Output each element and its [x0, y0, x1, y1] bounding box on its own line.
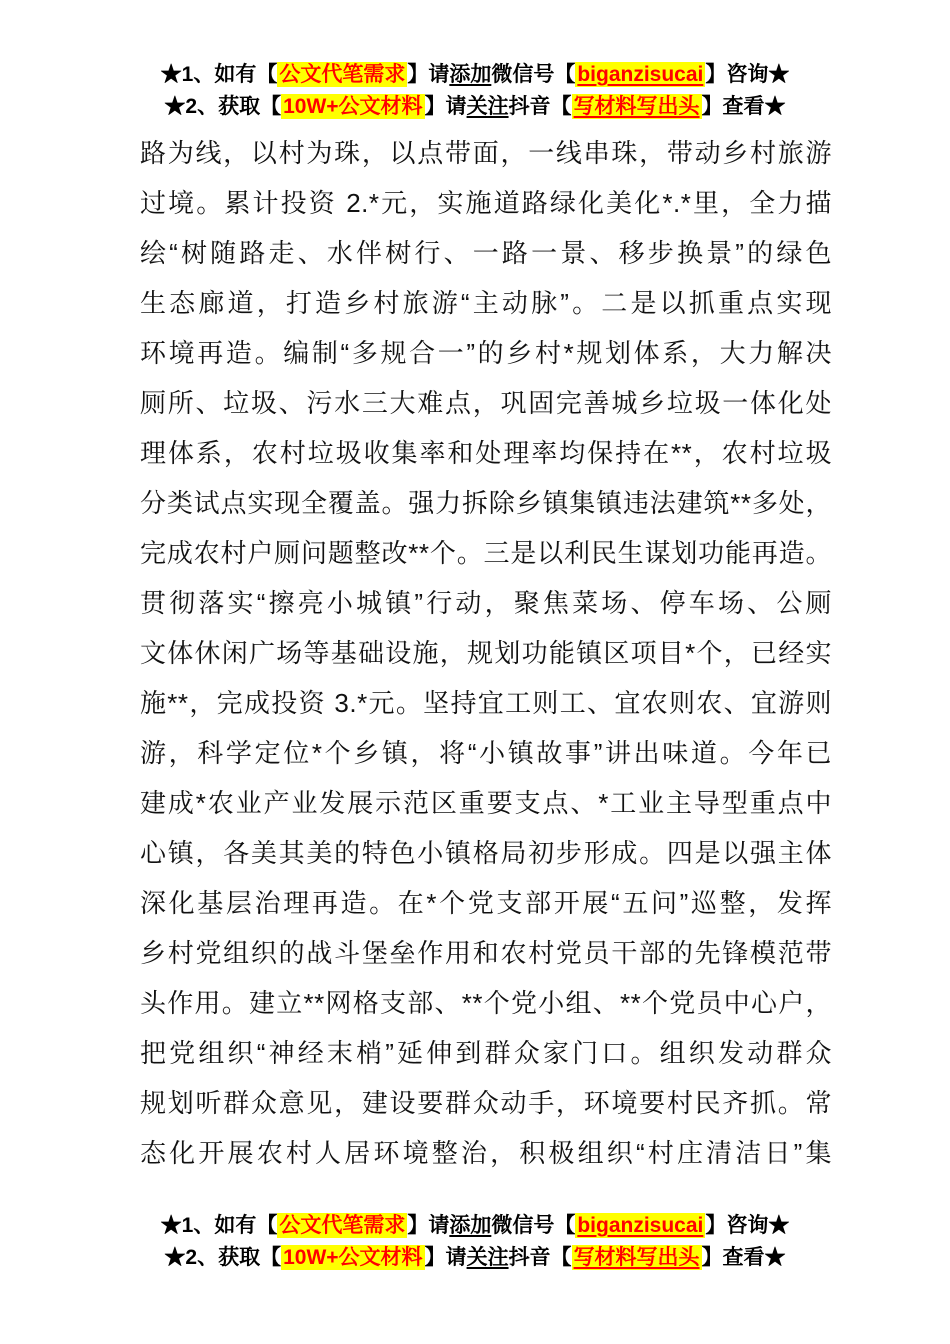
body-text-line: 深化基层治理再造。在*个党支部开展“五问”巡整，发挥	[140, 888, 832, 918]
banner-text: ★1、如有【	[160, 1214, 278, 1237]
banner-text: ★2、获取【	[164, 1246, 282, 1269]
banner-text: 】咨询★	[705, 1214, 790, 1237]
body-text-line: 头作用。建立**网格支部、**个党小组、**个党员中心户，	[140, 988, 832, 1018]
banner-text: 】请	[407, 63, 450, 86]
banner-text: 抖音【	[508, 95, 572, 118]
highlighted-wechat-id: biganzisucai	[577, 63, 704, 86]
body-text-line: 路为线，以村为珠，以点带面，一线串珠，带动乡村旅游	[140, 138, 832, 168]
body-text-line: 把党组织“神经末梢”延伸到群众家门口。组织发动群众	[140, 1038, 832, 1068]
underlined-action-follow: 关注	[466, 95, 509, 118]
banner-text: ★1、如有【	[160, 63, 278, 86]
underlined-action-follow: 关注	[466, 1246, 509, 1269]
banner-text: 】请	[407, 1214, 450, 1237]
highlighted-keyword-materials: 10W+公文材料	[283, 1246, 423, 1269]
footer-banner	[0, 1210, 950, 1274]
body-text-line: 绘“树随路走、水伴树行、一路一景、移步换景”的绿色	[140, 238, 832, 268]
underlined-action-add: 添加	[449, 1214, 492, 1237]
body-text-line: 规划听群众意见，建设要群众动手，环境要村民齐抓。常	[140, 1088, 832, 1118]
banner-text: 】咨询★	[705, 63, 790, 86]
highlighted-douyin-id: 写材料写出头	[573, 1246, 700, 1269]
body-text-line: 游，科学定位*个乡镇，将“小镇故事”讲出味道。今年已	[140, 738, 832, 768]
banner-line-1	[0, 59, 950, 91]
underlined-action-add: 添加	[449, 63, 492, 86]
highlighted-keyword-writing-service: 公文代笔需求	[279, 1214, 406, 1237]
body-text-line: 厕所、垃圾、污水三大难点，巩固完善城乡垃圾一体化处	[140, 388, 832, 418]
body-text-line: 完成农村户厕问题整改**个。三是以利民生谋划功能再造。	[140, 538, 832, 568]
body-text-line: 文体休闲广场等基础设施，规划功能镇区项目*个，已经实	[140, 638, 832, 668]
body-text-line: 生态廊道，打造乡村旅游“主动脉”。二是以抓重点实现	[140, 288, 832, 318]
banner-text: 微信号【	[491, 1214, 576, 1237]
body-text-line: 建成*农业产业发展示范区重要支点、*工业主导型重点中	[140, 788, 832, 818]
body-text-line: 理体系，农村垃圾收集率和处理率均保持在**，农村垃圾	[140, 438, 832, 468]
banner-text: 】请	[424, 1246, 467, 1269]
header-banner	[0, 59, 950, 123]
highlighted-douyin-id: 写材料写出头	[573, 95, 700, 118]
banner-text: 微信号【	[491, 63, 576, 86]
banner-text: ★2、获取【	[164, 95, 282, 118]
banner-text: 】查看★	[701, 1246, 786, 1269]
highlighted-keyword-materials: 10W+公文材料	[283, 95, 423, 118]
banner-text: 抖音【	[508, 1246, 572, 1269]
banner-line-1	[0, 1210, 950, 1242]
body-text-line: 过境。累计投资 2.*元，实施道路绿化美化*.*里，全力描	[140, 188, 832, 218]
banner-line-2	[0, 1242, 950, 1274]
body-text-line: 分类试点实现全覆盖。强力拆除乡镇集镇违法建筑**多处，	[140, 488, 832, 518]
banner-line-2	[0, 91, 950, 123]
banner-text: 】查看★	[701, 95, 786, 118]
body-text-line: 贯彻落实“擦亮小城镇”行动，聚焦菜场、停车场、公厕	[140, 588, 832, 618]
body-text-line: 施**，完成投资 3.*元。坚持宜工则工、宜农则农、宜游则	[140, 688, 832, 718]
highlighted-keyword-writing-service: 公文代笔需求	[279, 63, 406, 86]
body-text-line: 乡村党组织的战斗堡垒作用和农村党员干部的先锋模范带	[140, 938, 832, 968]
document-body	[140, 128, 832, 1178]
body-text-line: 环境再造。编制“多规合一”的乡村*规划体系，大力解决	[140, 338, 832, 368]
body-text-line: 态化开展农村人居环境整治，积极组织“村庄清洁日”集	[140, 1138, 832, 1168]
body-text-line: 心镇，各美其美的特色小镇格局初步形成。四是以强主体	[140, 838, 832, 868]
highlighted-wechat-id: biganzisucai	[577, 1214, 704, 1237]
banner-text: 】请	[424, 95, 467, 118]
